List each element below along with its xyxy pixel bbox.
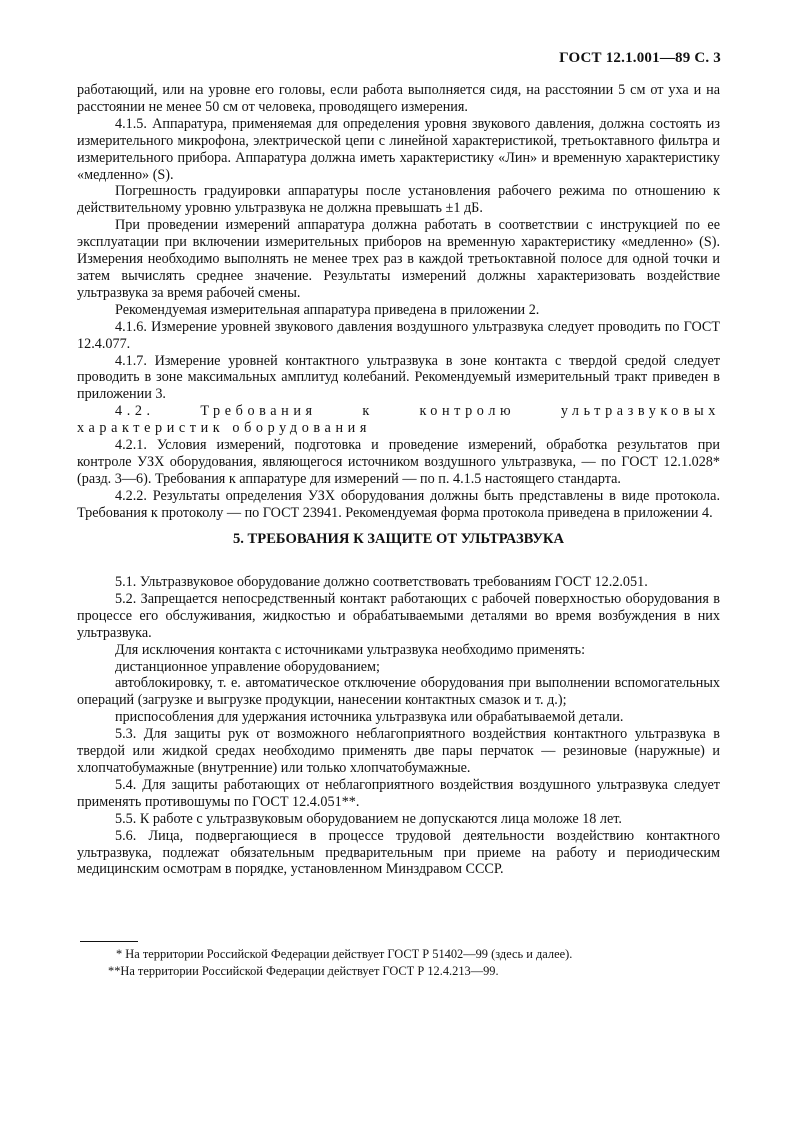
paragraph: 5.4. Для защиты работающих от неблагоприятного воздействия воздушного ультразвука следует применять противошумы по ГОСТ 12.4.051**.	[77, 776, 720, 810]
paragraph: 5.1. Ультразвуковое оборудование должно соответствовать требованиям ГОСТ 12.2.051.	[115, 574, 648, 590]
list-item: автоблокировку, т. е. автоматическое отключение оборудования при выполнении вспомогательных операций (загрузке и выгрузке продукции, нанесении контактных смазок и т. д.);	[77, 675, 720, 709]
footnote: * На территории Российской Федерации действует ГОСТ Р 51402—99 (здесь и далее).	[116, 947, 573, 961]
section-title: 5. ТРЕБОВАНИЯ К ЗАЩИТЕ ОТ УЛЬТРАЗВУКА	[232, 531, 565, 547]
paragraph: 5.3. Для защиты рук от возможного неблагоприятного воздействия контактного ультразвука в твердой или жидкой средах необходимо применять две пары перчаток — резиновые (наружные) и хлопчатобумажные (внутренние) или только хлопчатобумажные.	[77, 726, 720, 776]
paragraph: Для исключения контакта с источниками ультразвука необходимо применять:	[115, 641, 586, 658]
paragraph: Рекомендуемая измерительная аппаратура приведена в приложении 2.	[115, 301, 540, 318]
paragraph: 4.1.5. Аппаратура, применяемая для определения уровня звукового давления, должна состоять из измерительного микрофона, электрической цепи с линейной характеристикой, третьоктавного фильтра и измерительного прибора. Аппаратура должна иметь характеристику «Лин» и временную характеристику «медленно» (S).	[77, 115, 720, 183]
subsection-heading: 4.2. Требования к контролю ультразвуковых характеристик оборудования	[77, 403, 720, 437]
paragraph: 5.6. Лица, подвергающиеся в процессе трудовой деятельности воздействию контактного ультразвука, подлежат обязательным предварительным при приеме на работу и периодическим медицинским осмотрам в порядке, установленном Минздравом СССР.	[77, 827, 720, 878]
footnote: **На территории Российской Федерации действует ГОСТ Р 12.4.213—99.	[108, 963, 499, 978]
paragraph: 5.5. К работе с ультразвуковым оборудованием не допускаются лица моложе 18 лет.	[115, 810, 622, 827]
paragraph: 4.2.1. Условия измерений, подготовка и проведение измерений, обработка результатов при контроле УЗХ оборудования, являющегося источником воздушного ультразвука, — по ГОСТ 12.1.028* (разд. 3—6). Требования к аппаратуре для измерений — по п. 4.1.5 настоящего стандарта.	[77, 437, 720, 487]
paragraph: работающий, или на уровне его головы, если работа выполняется сидя, на расстоянии 5 см от уха и на расстоянии не менее 50 см от человека, проводящего измерения.	[77, 82, 720, 115]
section-5-body	[77, 574, 720, 878]
list-item: приспособления для удержания источника ультразвука или обрабатываемой детали.	[115, 709, 624, 726]
footnote-divider	[80, 941, 138, 942]
paragraph: 4.1.7. Измерение уровней контактного ультразвука в зоне контакта с твердой средой следует проводить в зоне максимальных амплитуд колебаний. Рекомендуемый измерительный тракт приведен в приложении 3.	[77, 352, 720, 403]
section-4-continuation	[77, 82, 720, 522]
paragraph: 4.2.2. Результаты определения УЗХ оборудования должны быть представлены в виде протокола. Требования к протоколу — по ГОСТ 23941. Рекомендуемая форма протокола приведена в приложении 4.	[77, 487, 720, 521]
list-item: дистанционное управление оборудованием;	[115, 658, 380, 675]
paragraph: Погрешность градуировки аппаратуры после установления рабочего режима по отношению к действительному уровню ультразвука не должна превышать ±1 дБ.	[77, 183, 720, 217]
footnotes	[108, 946, 728, 979]
page-header: ГОСТ 12.1.001—89 С. 3	[559, 50, 721, 66]
paragraph: 4.1.6. Измерение уровней звукового давления воздушного ультразвука следует проводить по ГОСТ 12.4.077.	[77, 318, 720, 352]
paragraph: При проведении измерений аппаратура должна работать в соответствии с инструкцией по ее эксплуатации при включении измерительных приборов на временную характеристику «медленно» (S). Измерения необходимо выполнять не менее трех раз в каждой третьоктавной полосе для одной точки и затем вычислять среднее значение. Результаты измерений должны характеризовать воздействие ультразвука за время рабочей смены.	[77, 217, 720, 301]
paragraph: 5.2. Запрещается непосредственный контакт работающих с рабочей поверхностью оборудования в процессе его обслуживания, жидкостью и обрабатываемыми деталями во время возбуждения в них ультразвука.	[77, 590, 720, 641]
